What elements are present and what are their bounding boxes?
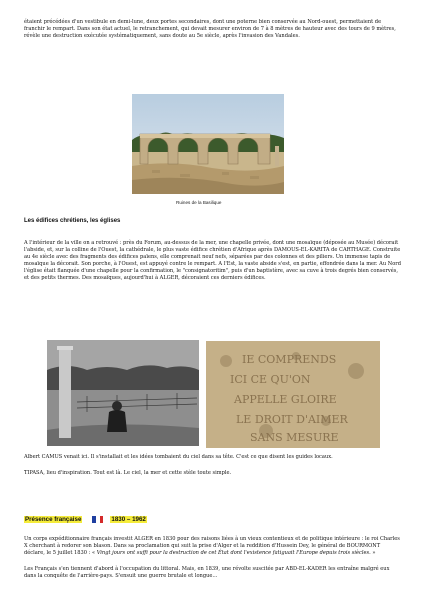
presence-francaise-heading <box>24 515 147 524</box>
paragraph-conquest: Les Français s'en tiennent d'abord à l'occupation du littoral. Mais, en 1839, une révolte suscitée par ABD-EL-KADER les entraîne malgré eux dans la conquête de l'arrière-pays. S'ensuit une guerre brutale et longue… <box>24 566 390 579</box>
paragraph-tipasa-inspiration: TIPASA, lieu d'inspiration. Tout est là. Le ciel, la mer et cette stèle toute simple. <box>24 470 232 476</box>
expedition-text: Un corps expéditionnaire français investit ALGER en 1830 pour des raisons liées à un vieux contentieux et de politique intérieure : le roi Charles X cherchant à redorer son blason. Dans sa proclamation qui suit la prise d'Alger et la reddition d'Hussein Dey, le général de BOURMONT déclare, le 5 juillet 1830 : « <box>24 536 400 556</box>
svg-text:SANS MESURE: SANS MESURE <box>250 431 339 444</box>
expedition-closing: » <box>370 550 376 556</box>
svg-text:APPELLE GLOIRE: APPELLE GLOIRE <box>234 393 337 406</box>
svg-text:LE DROIT D'AIMER: LE DROIT D'AIMER <box>236 413 348 426</box>
camus-stele-photo <box>206 341 380 448</box>
svg-text:IE COMPRENDS: IE COMPRENDS <box>242 353 337 366</box>
presence-label: Présence française <box>25 516 82 523</box>
paragraph-churches: A l'intérieur de la ville on a retrouvé : près du Forum, au-dessus de la mer, une chapelle privée, dont une mosaïque (déposée au Musée) décorait l'abside, et, sur la colline de l'Ouest, la cathédrale, le plus vaste édifice chrétien d'Afrique après DAMOUS-EL-KARITA de CARTHAGE. Construite au 4e siècle avec des fragments des édifices païens, elle comprenait neuf nefs, séparées par des colonnes et des piliers. Un immense tapis de mosaïque la décorait. Son porche, à l'Ouest, est appuyé contre le rempart. A l'Est, la vaste abside s'est, en partie, effondrée dans la mer. Au Nord l'église était flanquée d'une chapelle pour la confirmation, le "consignatoritim", puis d'un baptistère, avec sa cuve à trois degrés bien conservés, et des petits thermes. Des mosaïques, aujourd'hui à ALGER, décoraient ces derniers édifices. <box>24 240 401 281</box>
basilica-caption: Ruines de la Basilique <box>176 200 222 205</box>
french-flag-icon <box>92 516 103 523</box>
presence-years: 1830 – 1962 <box>111 516 146 523</box>
paragraph-camus-guides: Albert CAMUS venait ici. Il s'installait et les idées tombaient du ciel dans sa tête. C'est ce que disent les guides locaux. <box>24 454 333 460</box>
paragraph-ramparts: étaient précédées d'un vestibule en demi-lune, deux portes secondaires, dont une poterne bien conservée au Nord-ouest, permettaient de franchir le rempart. Dans son état actuel, le retranchement, qui devait mesurer environ de 7 à 8 mètres de hauteur avec des tours de 9 mètres, révèle une destruction exécutée systématiquement, sans doute au 5e siècle, après l'invasion des Vandales. <box>24 19 396 39</box>
paragraph-expedition <box>24 536 402 557</box>
basilica-ruins-photo <box>132 94 284 194</box>
camus-bw-photo <box>47 340 199 446</box>
bourmont-quote: Vingt jours ont suffi pour la destruction de cet État dont l'existence fatiguait l'Europe depuis trois siècles. <box>95 550 371 556</box>
section-heading-churches: Les édifices chrétiens, les églises <box>24 218 121 224</box>
svg-text:ICI CE QU'ON: ICI CE QU'ON <box>230 373 311 386</box>
